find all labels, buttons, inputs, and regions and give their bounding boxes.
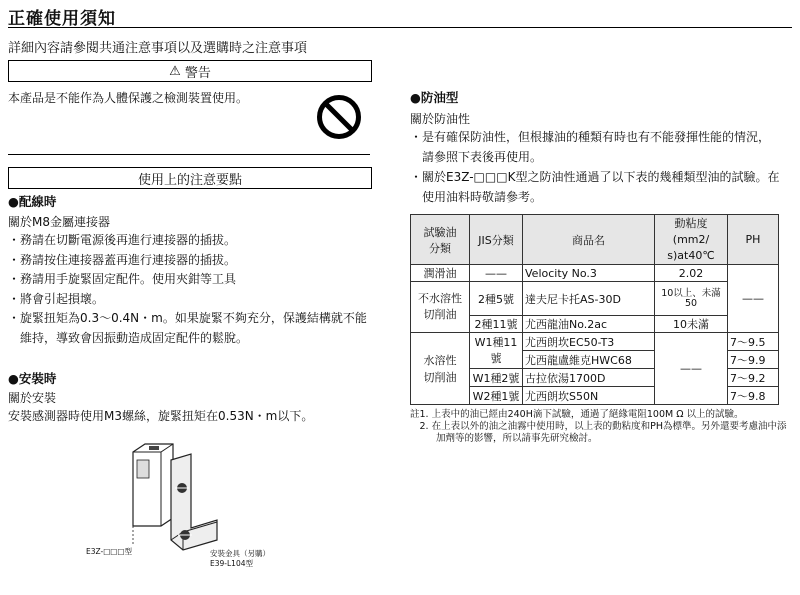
header-product: 商品名 xyxy=(523,215,655,265)
warning-label: 警告 xyxy=(184,65,211,81)
header-oil-type: 試驗油 分類 xyxy=(411,215,470,265)
wiring-item: ・ 務請用手旋緊固定配件。使用夾鉗等工具 xyxy=(8,270,376,290)
table-row: W1種2號 古拉依湯1700D 7～9.2 xyxy=(411,369,779,387)
install-text: 安裝感測器時使用M3螺絲，旋緊扭矩在0.53N・m以下。 xyxy=(8,409,314,423)
table-row: 尤西龍盧維克HWC68 7～9.9 xyxy=(411,351,779,369)
warning-banner xyxy=(8,60,372,82)
oil-list xyxy=(410,127,780,207)
category-cell: 不水溶性 切削油 xyxy=(411,282,470,333)
wiring-subheading: 關於M8金屬連接器 xyxy=(8,215,110,229)
header-jis: JIS分類 xyxy=(470,215,523,265)
wiring-item: ・ 旋緊扭矩為0.3～0.4N・m。如果旋緊不夠充分，保護結構就不能維持，導致會因振動造成固定配件的鬆脫。 xyxy=(8,309,376,348)
sensor-label: E3Z-□□□型 xyxy=(86,547,132,556)
install-heading: ●安裝時 xyxy=(8,371,57,386)
wiring-item: ・ 務請在切斷電源後再進行連接器的插拔。 xyxy=(8,231,376,251)
sensor-bracket-illustration xyxy=(125,440,220,555)
note-1: 註1. 上表中的油已經由240H滴下試驗，通過了絕緣電阻100M Ω 以上的試驗。 xyxy=(410,409,744,420)
wiring-item: ・ 將會引起損壞。 xyxy=(8,290,376,310)
wiring-item: ・ 務請按住連接器蓋再進行連接器的插拔。 xyxy=(8,251,376,271)
table-row: 潤滑油 —— Velocity No.3 2.02 —— xyxy=(411,265,779,282)
note-2: 2. 在上表以外的油之油霧中使用時，以上表的動粘度和PH為標準。另外還要考慮油中添加劑等的影響，所以請事先研究檢討。 xyxy=(410,421,787,444)
oil-test-table xyxy=(410,214,779,405)
oil-item: ・ 關於E3Z-□□□K型之防油性通過了以下表的幾種類型油的試驗。在使用油料時敬請參考。 xyxy=(410,167,780,207)
oil-item: ・ 是有確保防油性，但根據油的種類有時也有不能發揮性能的情況，請參照下表後再使用。 xyxy=(410,127,780,167)
install-subheading: 關於安裝 xyxy=(8,391,57,405)
table-row: 不水溶性 切削油 2種5號 達夫尼卡托AS-30D 10以上、未滿 50 xyxy=(411,282,779,316)
page-title: 正確使用須知 xyxy=(8,9,116,29)
table-row: 2種11號 尤西龍油No.2ac 10未滿 xyxy=(411,316,779,333)
bracket-label: 安裝金具（另購） xyxy=(210,549,270,558)
oil-subheading: 關於防油性 xyxy=(410,112,471,126)
oil-heading: ●防油型 xyxy=(410,90,459,105)
category-cell: 潤滑油 xyxy=(411,265,470,282)
intro-text: 詳細內容請參閱共通注意事項以及選購時之注意事項 xyxy=(8,41,308,56)
table-notes xyxy=(410,409,795,445)
precautions-title: 使用上的注意要點 xyxy=(8,167,372,189)
warning-triangle-icon: ⚠ xyxy=(169,63,181,79)
title-divider xyxy=(8,27,792,28)
header-ph: PH xyxy=(728,215,779,265)
ph-dash-cell: —— xyxy=(728,265,779,333)
warning-text: 本產品是不能作為人體保護之檢測裝置使用。 xyxy=(8,91,249,105)
category-cell: 水溶性 切削油 xyxy=(411,333,470,405)
precaution-divider xyxy=(8,154,370,155)
table-row: 水溶性 切削油 W1種11 號 尤西朗坎EC50-T3 —— 7～9.5 xyxy=(411,333,779,351)
wiring-list xyxy=(8,231,376,348)
viscosity-dash-cell: —— xyxy=(655,333,728,405)
wiring-heading: ●配線時 xyxy=(8,194,57,209)
header-viscosity: 動粘度 (mm2/ s)at40℃ xyxy=(655,215,728,265)
prohibition-icon xyxy=(316,94,362,140)
bracket-model-label: E39-L104型 xyxy=(210,559,253,568)
table-row: W2種1號 尤西朗坎S50N 7～9.8 xyxy=(411,387,779,405)
